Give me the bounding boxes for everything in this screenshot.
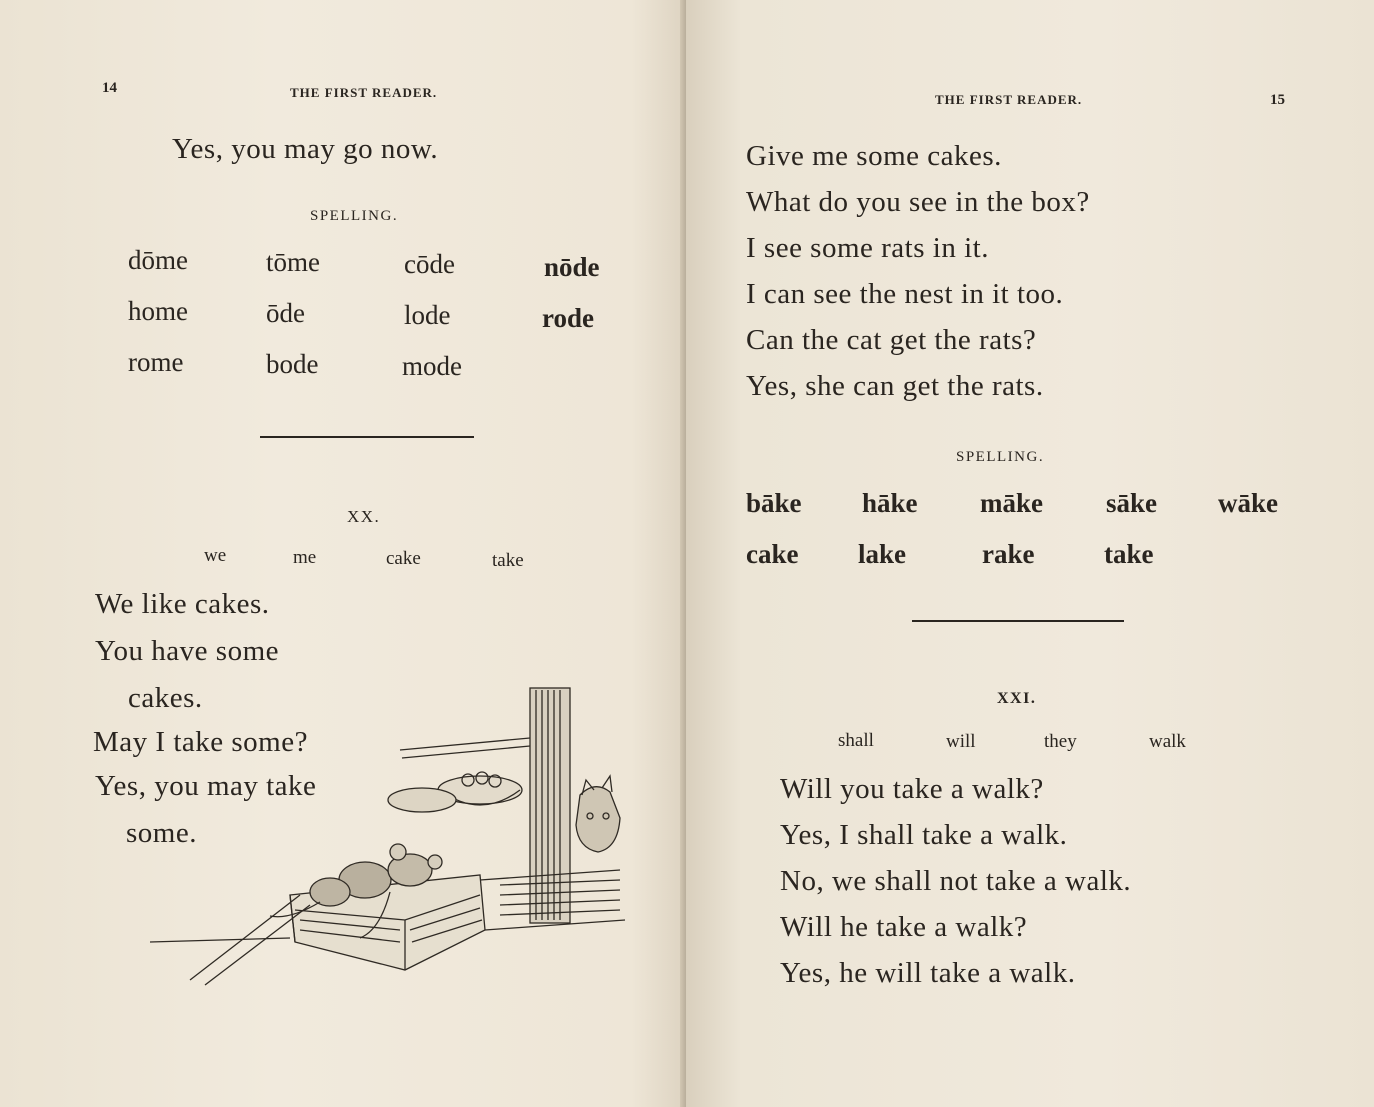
vocab-word: we — [204, 545, 227, 566]
vocab-word: will — [946, 731, 976, 752]
left-page — [0, 0, 686, 1107]
spelling-word: bāke — [746, 488, 802, 518]
vocab-word: walk — [1149, 731, 1186, 752]
right-page — [686, 0, 1374, 1107]
spelling-heading: SPELLING. — [956, 449, 1045, 465]
lesson-line: Yes, I shall take a walk. — [780, 819, 1068, 851]
vocab-word: take — [492, 550, 524, 571]
spelling-word: cake — [746, 539, 799, 569]
spelling-word: bode — [266, 349, 319, 379]
reading-line: I see some rats in it. — [746, 232, 989, 264]
spelling-word: dōme — [128, 245, 188, 275]
opening-line: Yes, you may go now. — [172, 133, 439, 165]
reading-line: Can the cat get the rats? — [746, 324, 1037, 356]
spelling-word: rode — [542, 303, 594, 333]
rats-in-box-illustration — [150, 680, 630, 990]
vocab-word: cake — [386, 548, 421, 569]
spelling-word: hāke — [862, 488, 918, 518]
spelling-word: ōde — [266, 298, 305, 328]
vocab-word: they — [1044, 731, 1077, 752]
lesson-line: Will you take a walk? — [780, 773, 1044, 805]
spelling-word: wāke — [1218, 488, 1278, 518]
lesson-number: XX. — [347, 507, 381, 526]
reading-line: I can see the nest in it too. — [746, 278, 1064, 310]
spelling-word: lode — [404, 300, 451, 330]
spelling-word: home — [128, 296, 188, 326]
lesson-line: No, we shall not take a walk. — [780, 865, 1132, 897]
reading-line: Yes, she can get the rats. — [746, 370, 1044, 402]
running-head: THE FIRST READER. — [935, 92, 1083, 107]
lesson-line: You have some — [95, 635, 279, 667]
vocab-word: me — [293, 547, 317, 568]
lesson-line: Yes, he will take a walk. — [780, 957, 1076, 989]
section-divider — [912, 620, 1124, 622]
lesson-line: Yes, you may take — [95, 770, 317, 802]
spelling-word: rake — [982, 539, 1035, 569]
spelling-word: sāke — [1106, 488, 1158, 518]
spelling-word: rome — [128, 347, 184, 377]
section-divider — [260, 436, 474, 438]
spelling-word: tōme — [266, 247, 320, 277]
running-head: THE FIRST READER. — [290, 85, 438, 100]
spelling-word: nōde — [544, 252, 600, 282]
lesson-line: We like cakes. — [95, 588, 270, 620]
vocab-word: shall — [838, 730, 874, 751]
reading-line: Give me some cakes. — [746, 140, 1002, 172]
lesson-line: May I take some? — [93, 726, 308, 758]
reading-line: What do you see in the box? — [746, 186, 1090, 218]
spelling-word: lake — [858, 539, 907, 569]
lesson-line: cakes. — [128, 682, 203, 714]
spelling-heading: SPELLING. — [310, 208, 399, 224]
lesson-line: Will he take a walk? — [780, 911, 1028, 943]
page-number: 14 — [102, 80, 117, 96]
page-number: 15 — [1270, 92, 1285, 108]
spelling-word: cōde — [404, 249, 455, 279]
spelling-word: mode — [402, 351, 462, 381]
lesson-line: some. — [126, 817, 197, 849]
lesson-number: XXI. — [997, 690, 1037, 707]
spelling-word: take — [1104, 539, 1154, 569]
spelling-word: māke — [980, 488, 1043, 518]
